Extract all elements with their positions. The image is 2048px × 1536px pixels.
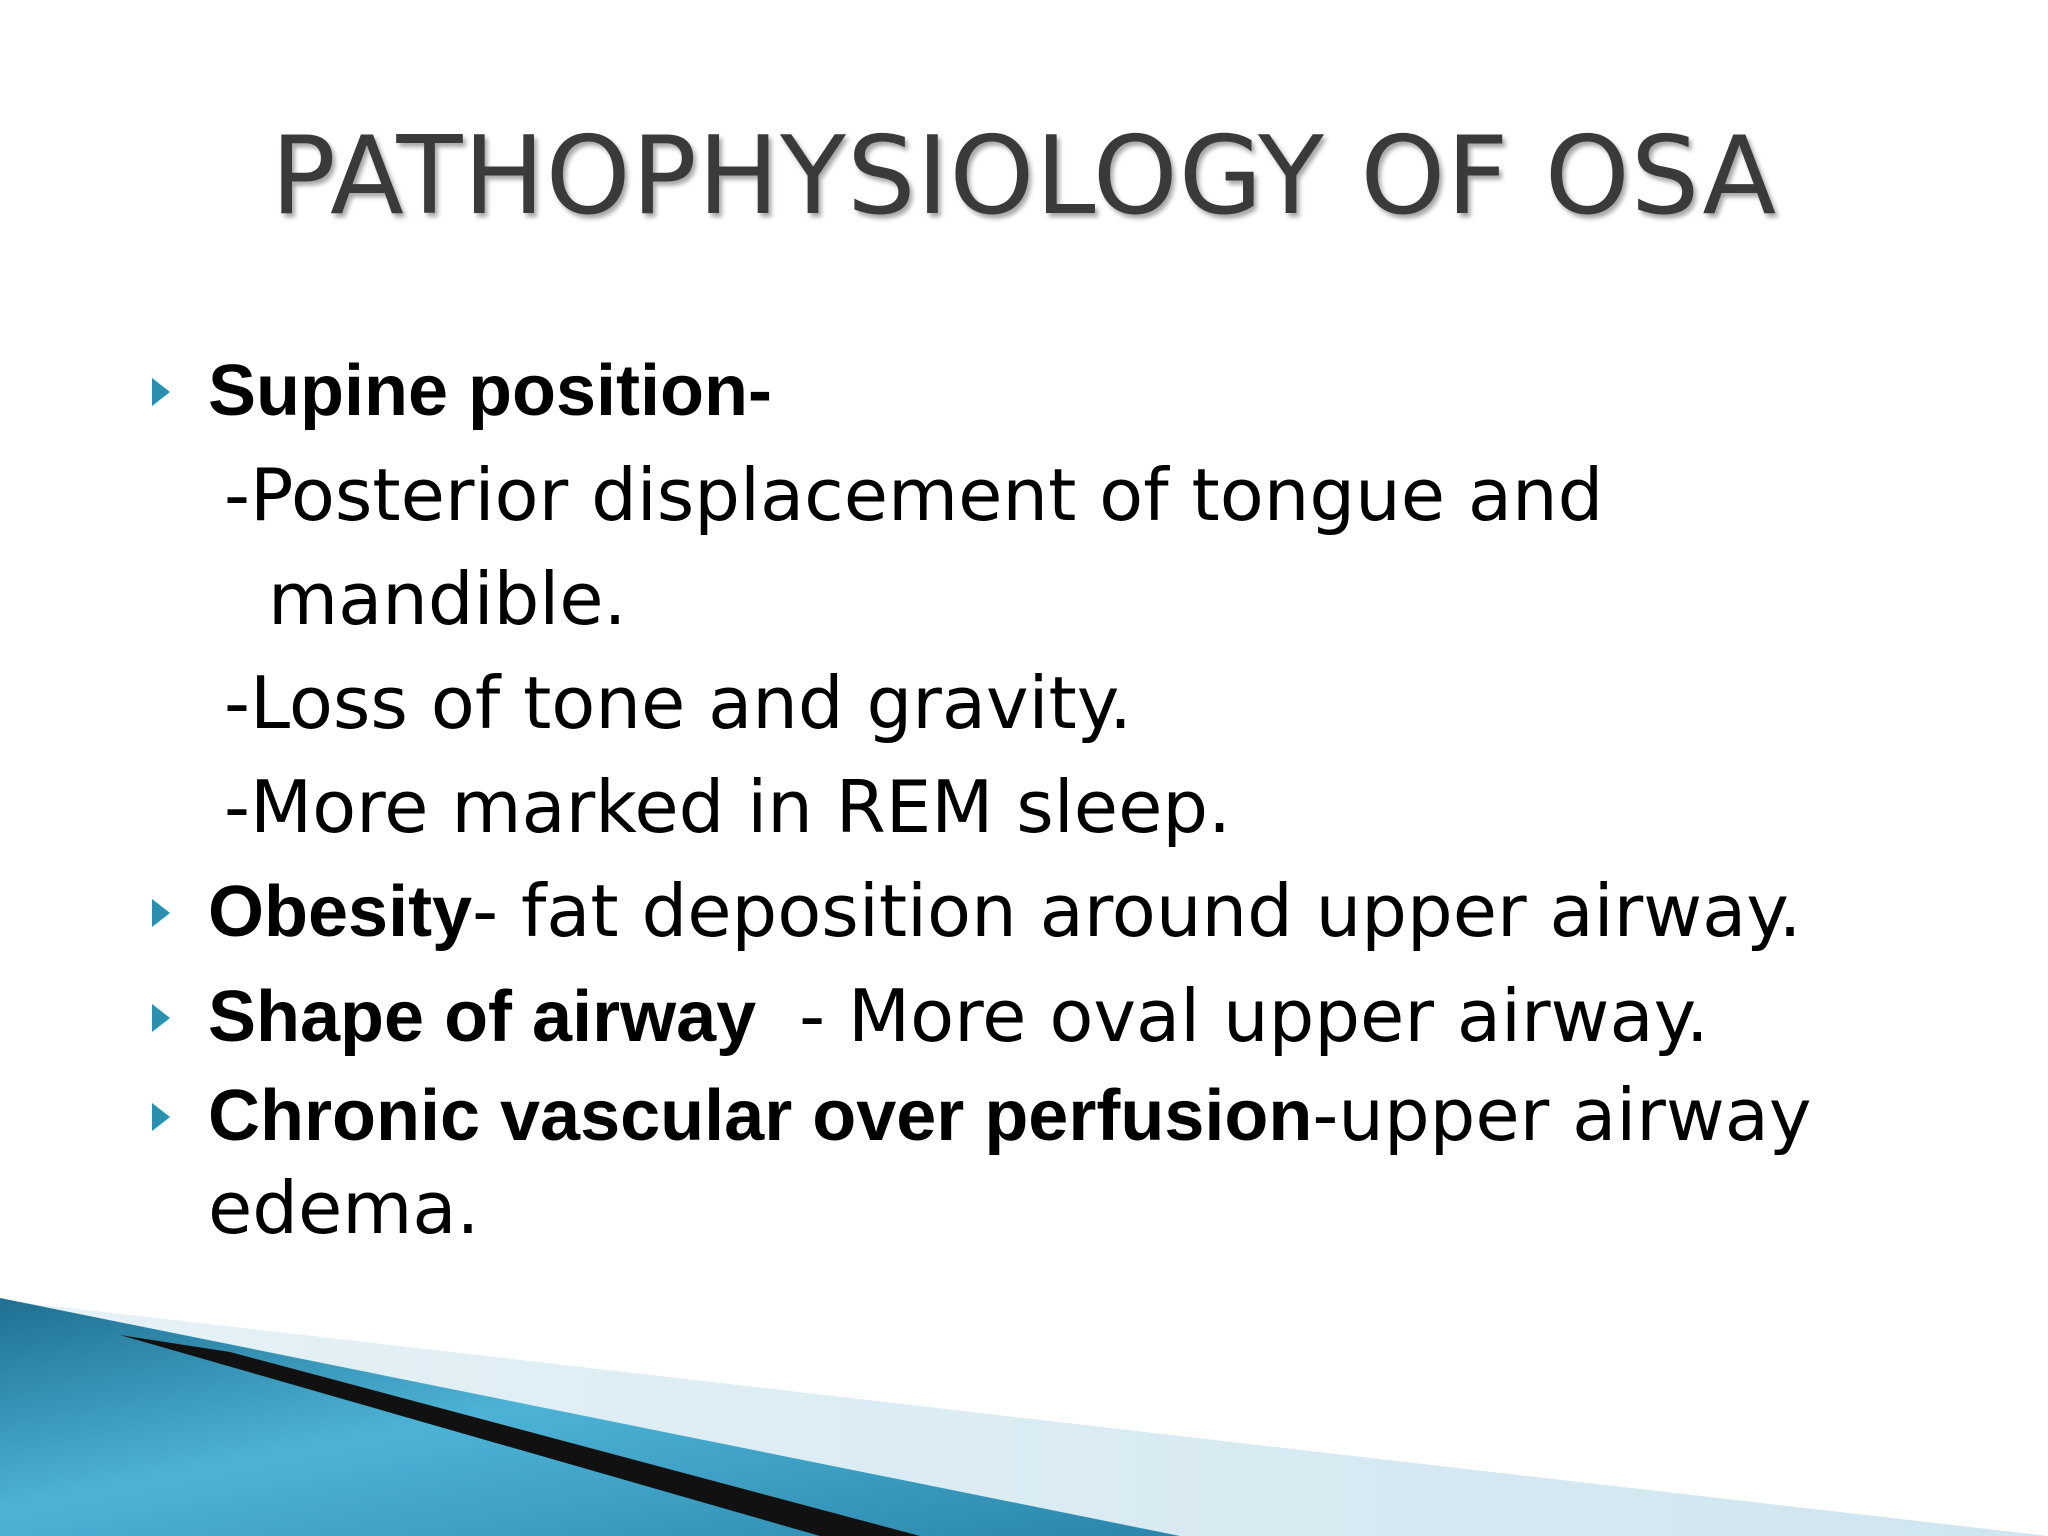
bullet-item-vascular — [150, 1069, 2010, 1254]
bullet-text: - More oval upper airway. — [776, 974, 1709, 1058]
sub-item: -Posterior displacement of tongue and — [224, 453, 1604, 537]
bullet-text: - fat deposition around upper airway. — [472, 869, 1802, 953]
bullet-arrow-icon — [152, 1103, 170, 1131]
slide-title: PATHOPHYSIOLOGY OF OSA — [270, 114, 1778, 239]
dark-stripe — [120, 1335, 920, 1536]
bullet-heading: Obesity — [208, 872, 473, 952]
bullet-item-airway-shape — [150, 964, 2010, 1069]
bullet-item-supine — [150, 338, 2010, 443]
bullet-heading: Chronic vascular over perfusion — [208, 1076, 1313, 1156]
bullet-heading: Shape of airway — [208, 977, 777, 1057]
bullet-list — [150, 338, 2010, 1254]
bullet-text: -upper airway edema. — [208, 1073, 1812, 1250]
bullet-item-obesity — [150, 859, 2010, 964]
light-band — [0, 1300, 2048, 1536]
sub-item: -Loss of tone and gravity. — [224, 661, 1133, 745]
bullet-arrow-icon — [152, 899, 170, 927]
bullet-heading: Supine position- — [208, 351, 772, 431]
sub-item: -More marked in REM sleep. — [224, 765, 1231, 849]
bullet-arrow-icon — [152, 1004, 170, 1032]
blue-band — [0, 1298, 1180, 1536]
bullet-arrow-icon — [152, 378, 170, 406]
sub-item-continuation: mandible. — [268, 557, 627, 641]
